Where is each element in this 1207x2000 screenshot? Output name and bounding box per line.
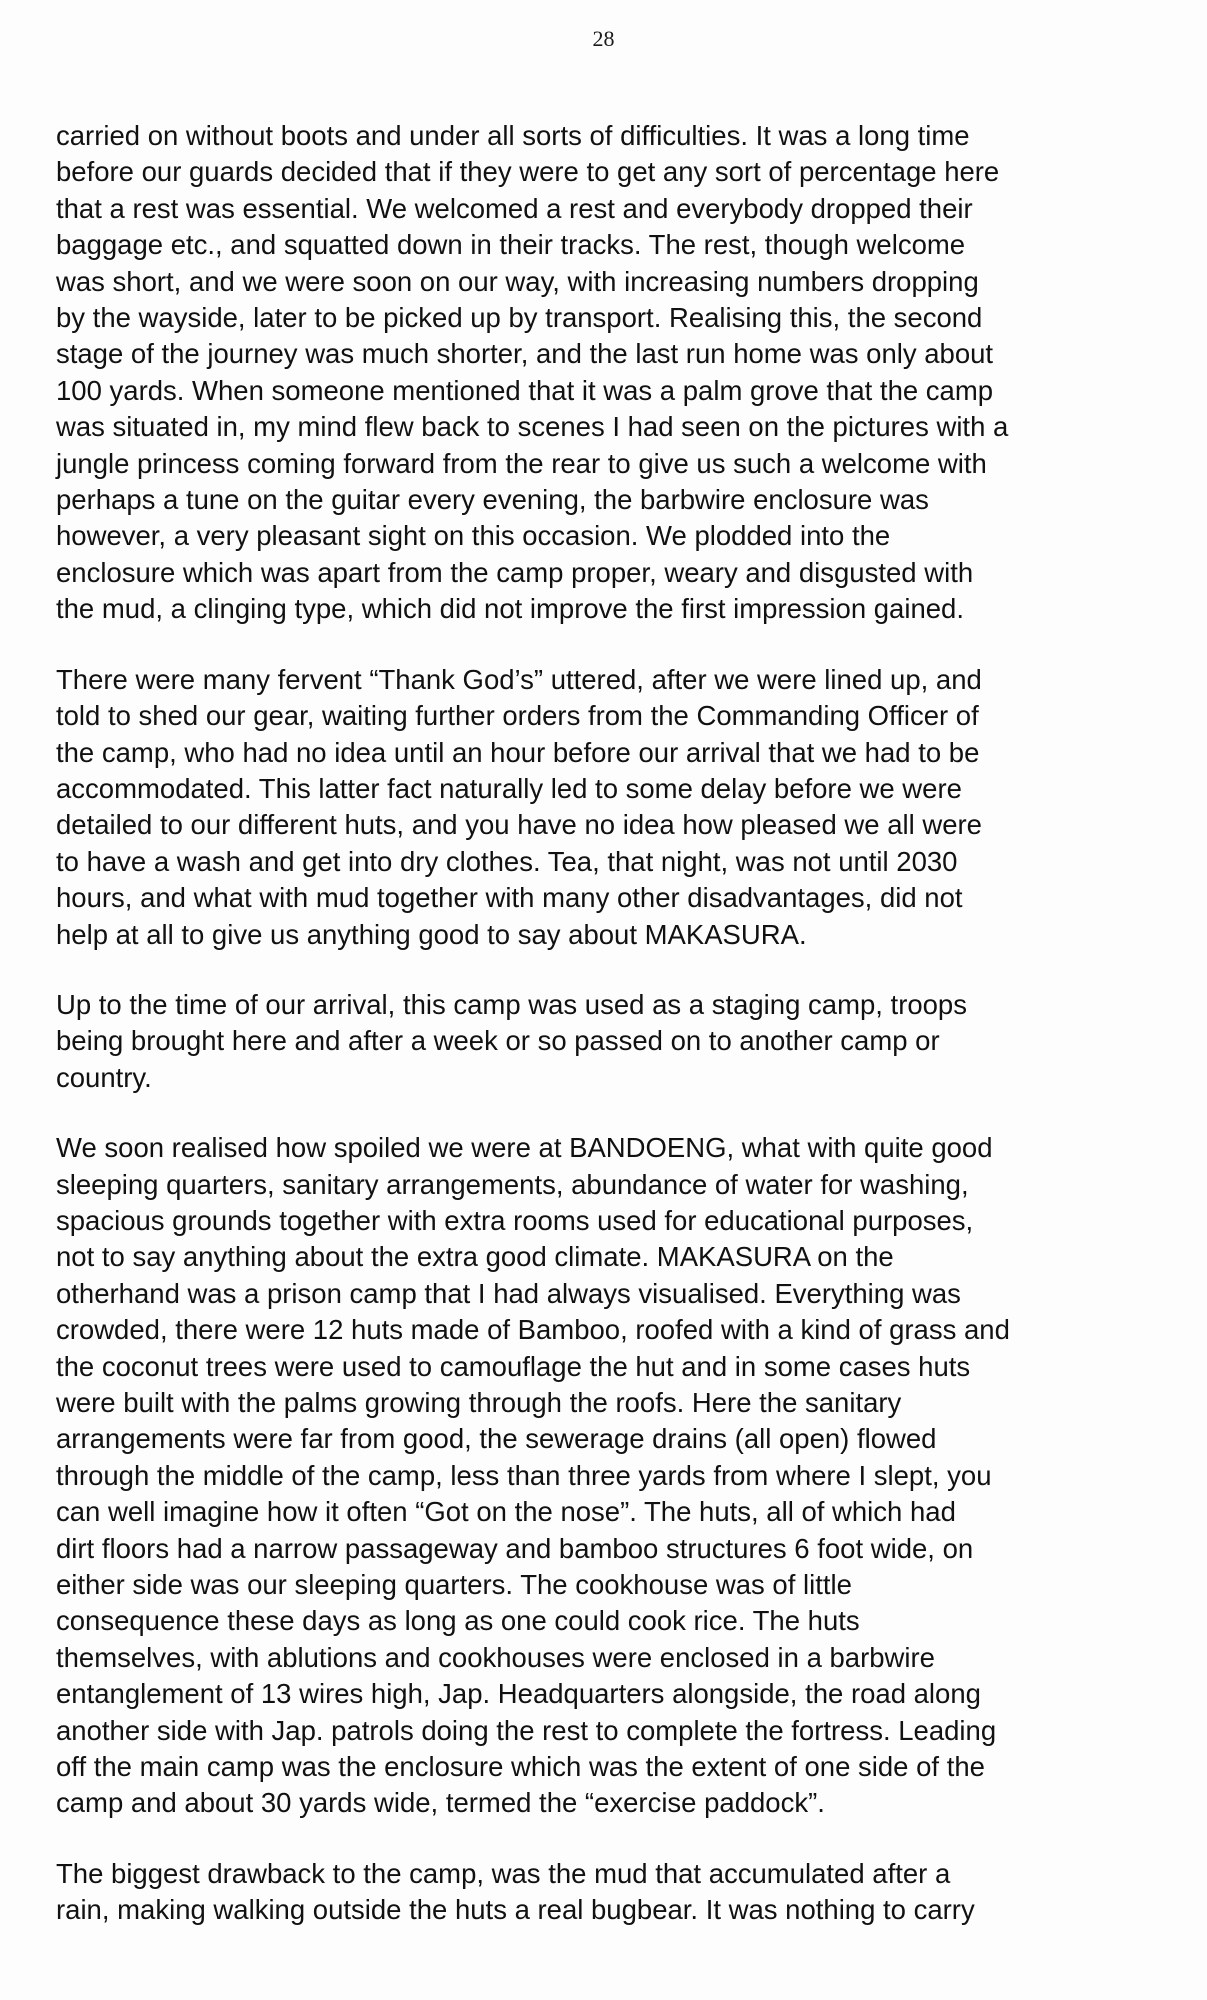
body-text: [56, 118, 1176, 1963]
paragraph-2: There were many fervent “Thank God’s” uttered, after we were lined up, and told to shed our gear, waiting further orders from the Commanding Officer of the camp, who had no idea until an hour before our arrival that we had to be accommodated. This latter fact naturally led to some delay before we were detailed to our different huts, and you have no idea how pleased we all were to have a wash and get into dry clothes. Tea, that night, was not until 2030 hours, and what with mud together with many other disadvantages, did not help at all to give us anything good to say about MAKASURA.: [56, 663, 982, 950]
paragraph-1: carried on without boots and under all sorts of difficulties. It was a long time before our guards decided that if they were to get any sort of percentage here that a rest was essential. We welcomed a rest and everybody dropped their baggage etc., and squatted down in their tracks. The rest, though welcome was short, and we were soon on our way, with increasing numbers dropping by the wayside, later to be picked up by transport. Realising this, the second stage of the journey was much shorter, and the last run home was only about 100 yards. When someone mentioned that it was a palm grove that the camp was situated in, my mind flew back to scenes I had seen on the pictures with a jungle princess coming forward from the rear to give us such a welcome with perhaps a tune on the guitar every evening, the barbwire enclosure was however, a very pleasant sight on this occasion. We plodded into the enclosure which was apart from the camp proper, weary and disgusted with the mud, a clinging type, which did not improve the first impression gained.: [56, 120, 1009, 625]
paragraph-3: Up to the time of our arrival, this camp was used as a staging camp, troops being brought here and after a week or so passed on to another camp or country.: [56, 988, 967, 1093]
paragraph-5: The biggest drawback to the camp, was the mud that accumulated after a rain, making walking outside the huts a real bugbear. It was nothing to carry: [56, 1857, 975, 1926]
paragraph-4: We soon realised how spoiled we were at BANDOENG, what with quite good sleeping quarters, sanitary arrangements, abundance of water for washing, spacious grounds together with extra rooms used for educational purposes, not to say anything about the extra good climate. MAKASURA on the otherhand was a prison camp that I had always visualised. Everything was crowded, there were 12 huts made of Bamboo, roofed with a kind of grass and the coconut trees were used to camouflage the hut and in some cases huts were built with the palms growing through the roofs. Here the sanitary arrangements were far from good, the sewerage drains (all open) flowed through the middle of the camp, less than three yards from where I slept, you can well imagine how it often “Got on the nose”. The huts, all of which had dirt floors had a narrow passageway and bamboo structures 6 foot wide, on either side was our sleeping quarters. The cookhouse was of little consequence these days as long as one could cook rice. The huts themselves, with ablutions and cookhouses were enclosed in a barbwire entanglement of 13 wires high, Jap. Headquarters alongside, the road along another side with Jap. patrols doing the rest to complete the fortress. Leading off the main camp was the enclosure which was the extent of one side of the camp and about 30 yards wide, termed the “exercise paddock”.: [56, 1132, 1010, 1819]
page-number: 28: [592, 26, 615, 51]
